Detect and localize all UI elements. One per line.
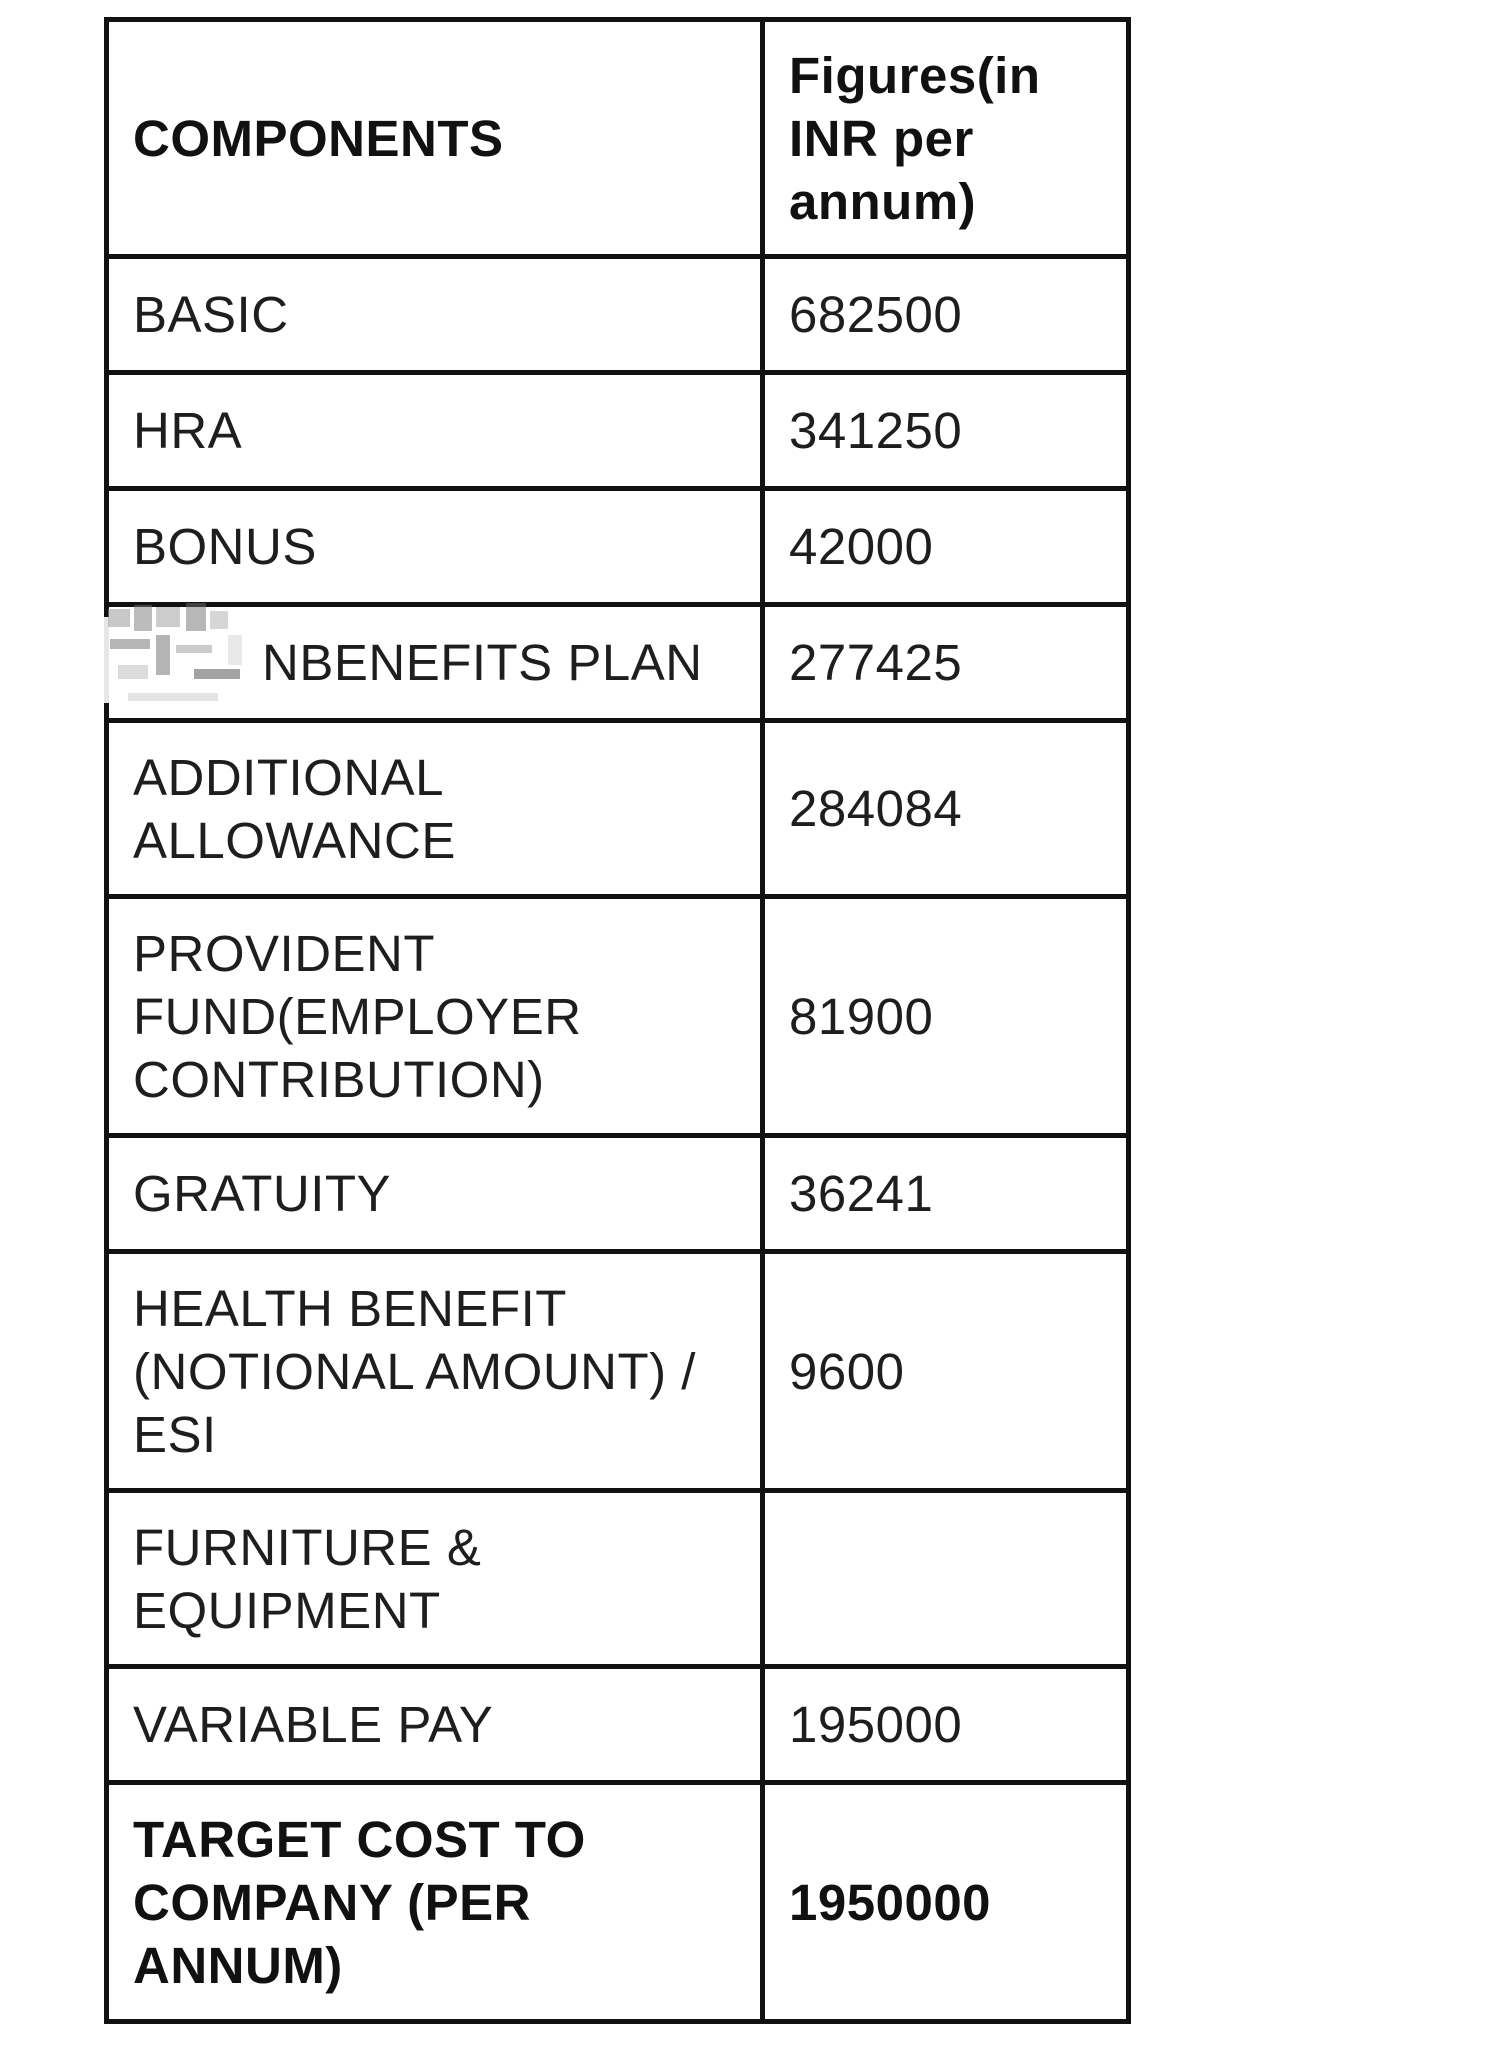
table-row — [107, 1491, 1129, 1667]
component-cell — [107, 897, 763, 1136]
component-value: 81900 — [789, 987, 934, 1045]
value-cell — [763, 605, 1129, 721]
table-row — [107, 721, 1129, 897]
table-row — [107, 1252, 1129, 1491]
header-figures — [763, 20, 1129, 257]
table-row — [107, 1667, 1129, 1783]
component-value: 42000 — [789, 518, 934, 575]
value-cell — [763, 1667, 1129, 1783]
component-value: 9600 — [789, 1342, 905, 1400]
total-label: TARGET COST TO COMPANY (PER ANNUM) — [133, 1810, 586, 1994]
component-cell — [107, 1491, 763, 1667]
value-cell — [763, 257, 1129, 373]
component-cell — [107, 605, 763, 721]
total-label-cell — [107, 1783, 763, 2022]
value-cell — [763, 373, 1129, 489]
component-value: 341250 — [789, 402, 963, 459]
component-value: 277425 — [789, 634, 963, 691]
component-value: 284084 — [789, 780, 963, 837]
ctc-breakdown-sheet — [104, 17, 1126, 2024]
component-name: HEALTH BENEFIT (NOTIONAL AMOUNT) / ESI — [133, 1279, 696, 1463]
component-cell — [107, 721, 763, 897]
component-cell — [107, 373, 763, 489]
header-components — [107, 20, 763, 257]
table-row — [107, 373, 1129, 489]
component-name: HRA — [133, 402, 243, 459]
table-header-row — [107, 20, 1129, 257]
component-cell — [107, 257, 763, 373]
component-value: 682500 — [789, 286, 963, 343]
component-name: NBENEFITS PLAN — [262, 634, 703, 691]
component-name: BONUS — [133, 518, 317, 575]
component-name: PROVIDENT FUND(EMPLOYER CONTRIBUTION) — [133, 924, 582, 1108]
component-name: GRATUITY — [133, 1165, 392, 1222]
component-name: ADDITIONAL ALLOWANCE — [133, 748, 456, 869]
total-value: 1950000 — [789, 1873, 992, 1931]
table-row — [107, 897, 1129, 1136]
table-row — [107, 257, 1129, 373]
component-value: 195000 — [789, 1696, 963, 1753]
component-name: BASIC — [133, 286, 289, 343]
table-row — [107, 605, 1129, 721]
value-cell — [763, 1252, 1129, 1491]
value-cell — [763, 489, 1129, 605]
component-cell — [107, 1252, 763, 1491]
total-value-cell — [763, 1783, 1129, 2022]
value-cell — [763, 1136, 1129, 1252]
value-cell — [763, 1491, 1129, 1667]
table-row — [107, 1136, 1129, 1252]
table-row — [107, 489, 1129, 605]
header-figures-label: Figures(in INR per annum) — [789, 46, 1041, 230]
component-name: VARIABLE PAY — [133, 1696, 494, 1753]
component-cell — [107, 1136, 763, 1252]
ctc-table — [104, 17, 1131, 2024]
component-cell — [107, 489, 763, 605]
value-cell — [763, 721, 1129, 897]
header-components-label: COMPONENTS — [133, 109, 504, 167]
total-row — [107, 1783, 1129, 2022]
component-cell — [107, 1667, 763, 1783]
component-value: 36241 — [789, 1165, 934, 1222]
component-name: FURNITURE & EQUIPMENT — [133, 1518, 482, 1639]
value-cell — [763, 897, 1129, 1136]
